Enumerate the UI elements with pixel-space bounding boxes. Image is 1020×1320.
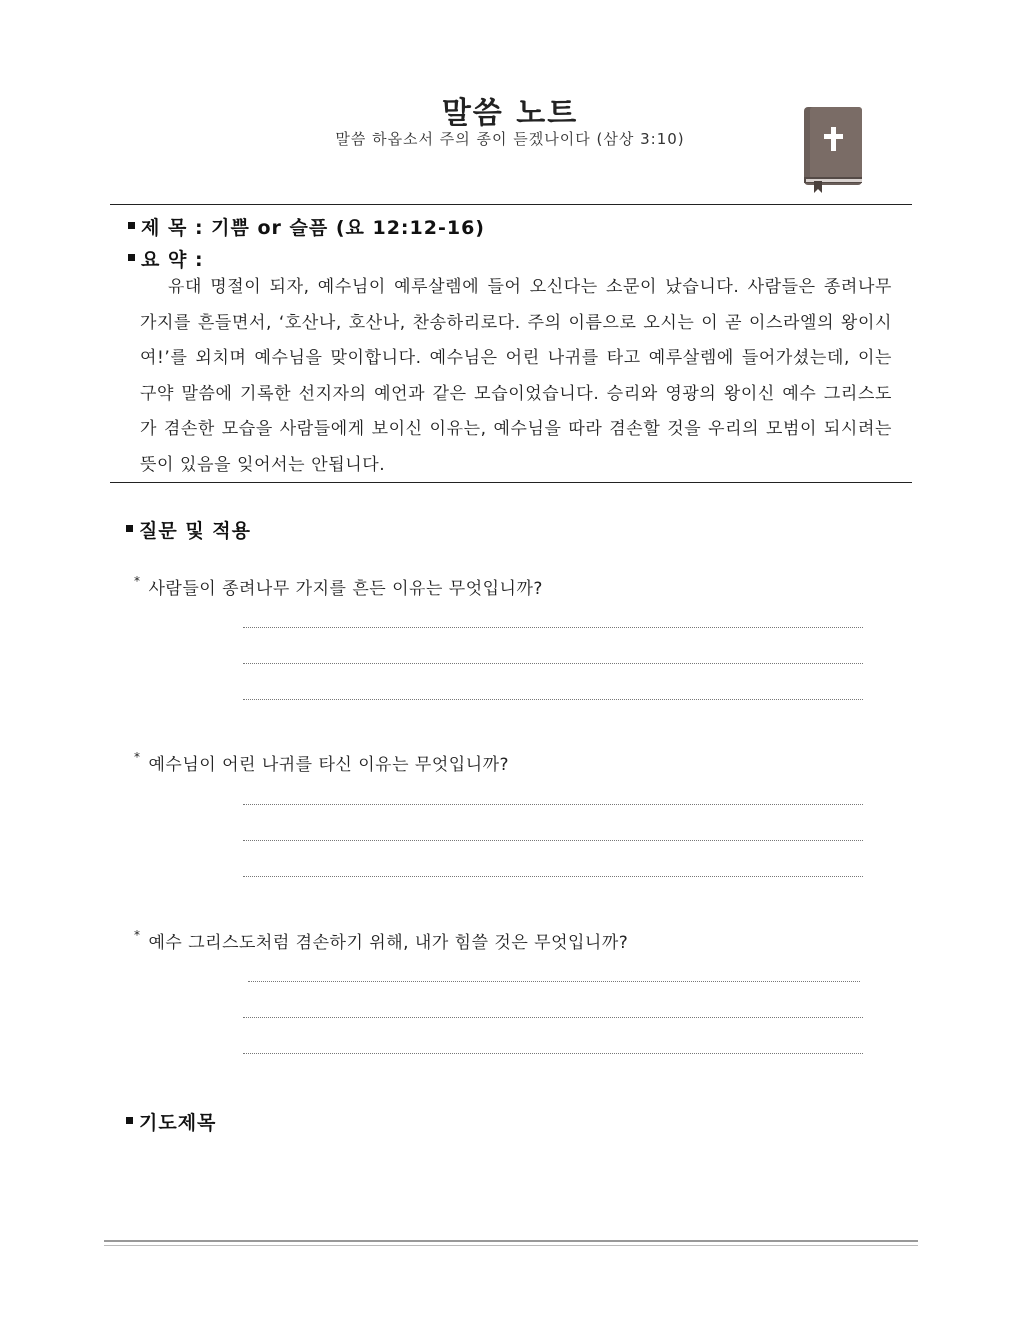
answer-line[interactable] (243, 1017, 863, 1018)
summary-paragraph (140, 270, 892, 483)
summary-divider (110, 482, 912, 483)
question-text: 사람들이 종려나무 가지를 흔든 이유는 무엇입니까? (148, 579, 543, 599)
sermon-title-text: 제 목 : 기쁨 or 슬픔 (요 12:12-16) (141, 217, 485, 239)
top-divider (110, 204, 912, 205)
bullet-square-icon (128, 222, 135, 229)
questions-heading-text: 질문 및 적용 (139, 520, 251, 542)
question-text: 예수 그리스도처럼 겸손하기 위해, 내가 힘쓸 것은 무엇입니까? (148, 933, 629, 953)
answer-line[interactable] (243, 1053, 863, 1054)
answer-line[interactable] (243, 840, 863, 841)
question-text: 예수님이 어린 나귀를 타신 이유는 무엇입니까? (148, 755, 510, 775)
question-2 (134, 750, 509, 775)
page-title: 말씀 노트 (441, 96, 579, 131)
summary-heading (128, 245, 204, 272)
bible-icon (802, 105, 866, 193)
asterisk-marker: * (134, 574, 141, 588)
question-3 (134, 928, 628, 953)
asterisk-marker: * (134, 928, 141, 942)
answer-line[interactable] (248, 981, 860, 982)
bullet-square-icon (126, 1117, 133, 1124)
answer-line[interactable] (243, 804, 863, 805)
answer-line[interactable] (243, 699, 863, 700)
prayer-heading-text: 기도제목 (139, 1112, 217, 1134)
answer-line[interactable] (243, 627, 863, 628)
answer-line[interactable] (243, 876, 863, 877)
questions-heading (126, 516, 251, 543)
footer-divider (104, 1240, 918, 1246)
asterisk-marker: * (134, 750, 141, 764)
answer-line[interactable] (243, 663, 863, 664)
bullet-square-icon (128, 254, 135, 261)
summary-heading-text: 요 약 : (141, 249, 204, 271)
page-subtitle: 말씀 하옵소서 주의 종이 듣겠나이다 (삼상 3:10) (335, 130, 685, 148)
summary-text: 유대 명절이 되자, 예수님이 예루살렘에 들어 오신다는 소문이 났습니다. 사람들은 종려나무 가지를 흔들면서, ‘호산나, 호산나, 찬송하리로다. 주의 이름으로 오시는 이 곧 이스라엘의 왕이시여!’를 외치며 예수님을 맞이합니다. 예수님은 어린 나귀를 타고 예루살렘에 들어가셨는데, 이는 구약 말씀에 기록한 선지자의 예언과 같은 모습이었습니다. 승리와 영광의 왕이신 예수 그리스도가 겸손한 모습을 사람들에게 보이신 이유는, 예수님을 따라 겸손할 것을 우리의 모범이 되시려는 뜻이 있음을 잊어서는 안됩니다. (140, 277, 892, 475)
prayer-heading (126, 1108, 216, 1135)
question-1 (134, 574, 543, 599)
bullet-square-icon (126, 525, 133, 532)
sermon-title-heading (128, 213, 485, 240)
